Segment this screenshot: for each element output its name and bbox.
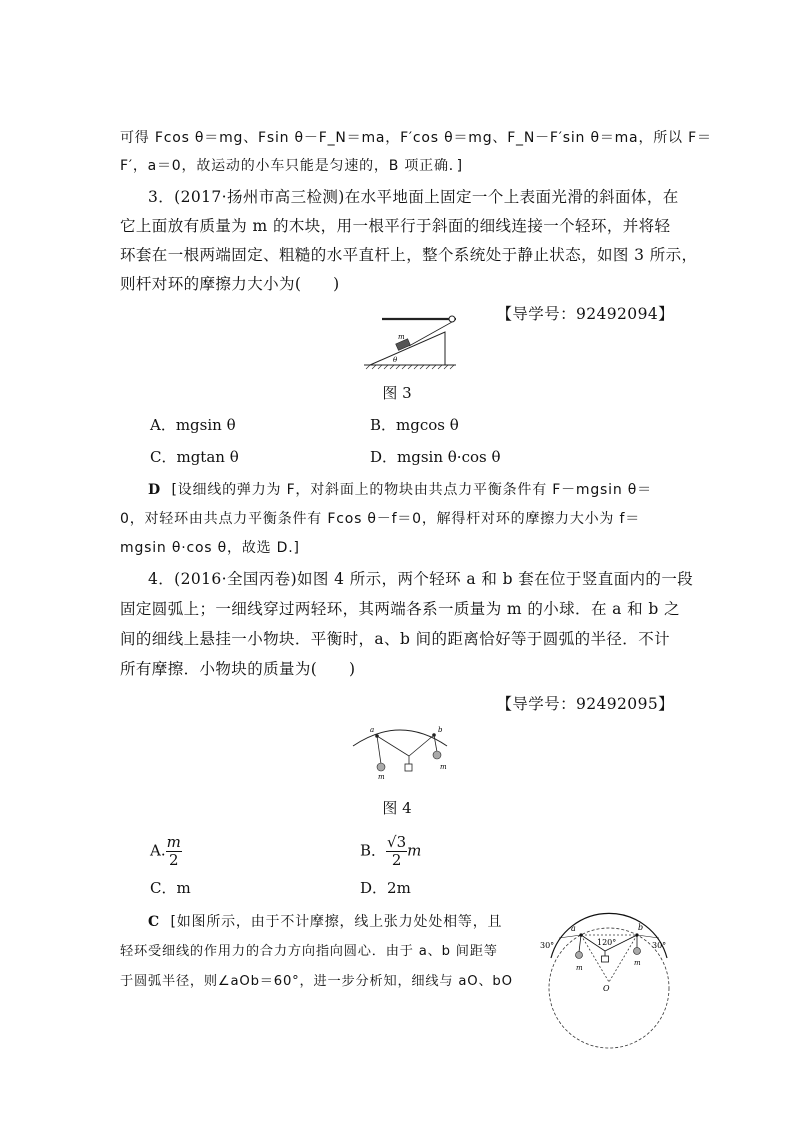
string-left [377, 736, 381, 764]
q4-option-b-numerator: √3 [387, 833, 407, 851]
q4-option-c: C．m [150, 879, 191, 897]
figure-4-caption: 图 4 [382, 799, 412, 817]
string [409, 322, 452, 346]
q3-option-a: A．mgsin θ [150, 416, 236, 434]
q3-text-line-1: 3．(2017·扬州市高三检测)在水平地面上固定一个上表面光滑的斜面体，在 [148, 188, 679, 206]
q4-text-line-2: 固定圆弧上；一细线穿过两轻环，其两端各系一质量为 m 的小球．在 a 和 b 之 [120, 600, 680, 618]
label-O: O [603, 984, 610, 993]
label-m-left: m [576, 964, 583, 972]
q4-answer-line-2: 轻环受细线的作用力的合力方向指向圆心．由于 a、b 间距等 [120, 944, 498, 959]
q3-text-line-4: 则杆对环的摩擦力大小为( ) [120, 275, 340, 293]
label-120: 120° [597, 938, 617, 947]
q4-option-a-prefix: A. [150, 841, 166, 860]
q3-option-b: B．mgcos θ [370, 416, 459, 434]
block-label: m [398, 333, 405, 341]
q4-option-a-numerator: m [166, 833, 181, 851]
q4-option-b-fraction [386, 834, 407, 869]
prev-answer-line-1: 可得 Fcos θ＝mg、Fsin θ－F_N＝ma，F′cos θ＝mg、F_N－F′sin θ＝ma，所以 F＝ [120, 130, 712, 146]
q4-text-line-4: 所有摩擦．小物块的质量为( ) [120, 660, 356, 678]
q4-option-a-fraction [166, 834, 182, 869]
prev-answer-line-2: F′，a＝0，故运动的小车只能是匀速的，B 项正确．] [120, 158, 463, 174]
label-m-right: m [634, 959, 641, 967]
q3-answer-line-1 [148, 479, 704, 501]
ring [449, 316, 455, 322]
q3-text-line-3: 环套在一根两端固定、粗糙的水平直杆上，整个系统处于静止状态，如图 3 所示， [120, 246, 698, 264]
q4-option-b [360, 834, 421, 869]
q3-answer-line-2: 0，对轻环由共点力平衡条件有 Fcos θ－f＝0，解得杆对环的摩擦力大小为 f＝ [120, 511, 640, 527]
small-block [602, 956, 609, 962]
q4-answer-line-1 [148, 911, 548, 933]
figure-4 [345, 722, 455, 782]
label-b: b [438, 726, 443, 734]
figure-3 [360, 314, 460, 374]
q3-option-c: C．mgtan θ [150, 448, 239, 466]
label-30-right: 30° [652, 941, 667, 950]
solution-figure [537, 918, 682, 1053]
solid-arc [551, 913, 667, 958]
ring-a [375, 734, 379, 738]
q3-answer-line-3: mgsin θ·cos θ，故选 D.] [120, 540, 300, 556]
q4-option-d: D．2m [360, 879, 411, 897]
q4-text-line-3: 间的细线上悬挂一小物块．平衡时，a、b 间的距离恰好等于圆弧的半径．不计 [120, 630, 670, 648]
q4-answer-letter: C [148, 914, 160, 930]
ball-right [433, 751, 441, 759]
figure-3-caption: 图 3 [382, 384, 412, 402]
q3-text-line-2: 它上面放有质量为 m 的木块，用一根平行于斜面的细线连接一个轻环，并将轻 [120, 217, 671, 235]
q4-answer-text-1: [如图所示，由于不计摩擦，线上张力处处相等，且 [170, 914, 503, 930]
q4-option-b-suffix: m [407, 841, 422, 860]
q4-guide-number: 【导学号：92492095】 [496, 695, 674, 713]
label-m-left: m [378, 773, 385, 781]
label-m-right: m [440, 763, 447, 771]
ball-left [576, 952, 583, 959]
q4-option-a [150, 834, 182, 869]
q4-option-b-prefix: B． [360, 841, 387, 860]
q4-option-b-denominator: 2 [391, 851, 402, 869]
label-30-left: 30° [540, 941, 555, 950]
angle-label: θ [393, 356, 398, 364]
q3-answer-letter: D [148, 482, 161, 498]
incline [370, 332, 445, 365]
ground-hatch [366, 365, 454, 369]
string-middle-right [409, 735, 434, 756]
q4-answer-line-3: 于圆弧半径，则∠aOb＝60°，进一步分析知，细线与 aO、bO [120, 974, 513, 989]
string-a-ball [579, 935, 581, 952]
arc [353, 730, 447, 746]
ball-right [634, 948, 641, 955]
label-a: a [571, 924, 576, 933]
label-a: a [370, 726, 375, 734]
small-block [405, 764, 412, 771]
q3-option-d: D．mgsin θ·cos θ [370, 448, 501, 466]
ring-b [635, 933, 638, 936]
q4-text-line-1: 4．(2016·全国丙卷)如图 4 所示，两个轻环 a 和 b 套在位于竖直面内的一段 [148, 570, 694, 588]
string-right [434, 735, 437, 752]
q3-guide-number: 【导学号：92492094】 [496, 305, 674, 323]
q3-answer-text-1: [设细线的弹力为 F，对斜面上的物块由共点力平衡条件有 F－mgsin θ＝ [171, 482, 652, 498]
q4-option-a-denominator: 2 [168, 851, 179, 869]
ring-b [432, 733, 436, 737]
ring-a [579, 933, 582, 936]
label-b: b [638, 923, 644, 932]
ball-left [377, 763, 385, 771]
string-middle-left [377, 736, 409, 756]
